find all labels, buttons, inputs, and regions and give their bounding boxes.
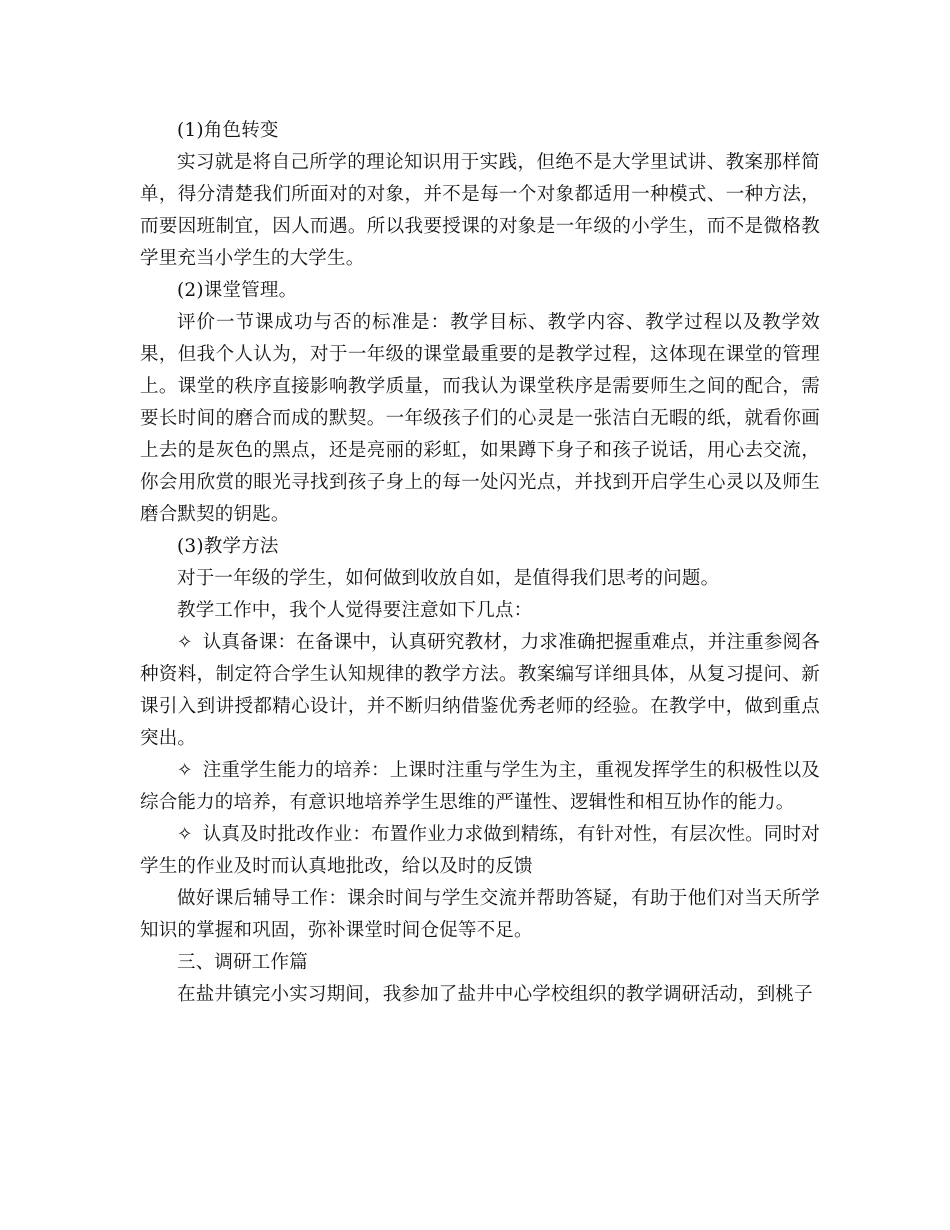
sparkle-bullet-icon: ✧ — [177, 760, 193, 781]
paragraph-classroom-management: 评价一节课成功与否的标准是：教学目标、教学内容、教学过程以及教学效果，但我个人认为，对于一年级的课堂最重要的是教学过程，这体现在课堂的管理上。课堂的秩序直接影响教学质量，而我认为课堂秩序是需要师生之间的配合，需要长时间的磨合而成的默契。一年级孩子们的心灵是一张洁白无暇的纸，就看你画上去的是灰色的黑点，还是亮丽的彩虹，如果蹲下身子和孩子说话，用心去交流，你会用欣赏的眼光寻找到孩子身上的每一处闪光点，并找到开启学生心灵以及师生磨合默契的钥匙。 — [140, 312, 820, 525]
section-heading-role-change: (1)角色转变 — [177, 120, 279, 141]
section-heading-research-work: 三、调研工作篇 — [177, 952, 308, 973]
bullet-text: 认真备课：在备课中，认真研究教材，力求准确把握重难点，并注重参阅各种资料，制定符合学生认知规律的教学方法。教案编写详细具体，从复习提问、新课引入到讲授都精心设计，并不断归纳借鉴优秀老师的经验。在教学中，做到重点突出。 — [140, 632, 820, 749]
bullet-item-ability-training — [140, 755, 820, 819]
bullet-item-lesson-prep — [140, 627, 820, 755]
document-body — [140, 115, 820, 1011]
paragraph-role-change: 实习就是将自己所学的理论知识用于实践，但绝不是大学里试讲、教案那样简单，得分清楚我们所面对的对象，并不是每一个对象都适用一种模式、一种方法，而要因班制宜，因人而遇。所以我要授课的对象是一年级的小学生，而不是微格教学里充当小学生的大学生。 — [140, 152, 820, 269]
bullet-text: 注重学生能力的培养：上课时注重与学生为主，重视发挥学生的积极性以及综合能力的培养，有意识地培养学生思维的严谨性、逻辑性和相互协作的能力。 — [140, 760, 820, 813]
section-heading-classroom-management: (2)课堂管理。 — [177, 280, 298, 301]
paragraph-after-class-tutoring: 做好课后辅导工作：课余时间与学生交流并帮助答疑，有助于他们对当天所学知识的掌握和巩固，弥补课堂时间仓促等不足。 — [140, 888, 820, 941]
sparkle-bullet-icon: ✧ — [177, 824, 193, 845]
section-heading-teaching-method: (3)教学方法 — [177, 536, 279, 557]
paragraph-teaching-method-question: 对于一年级的学生，如何做到收放自如，是值得我们思考的问题。 — [177, 568, 720, 589]
paragraph-research-work: 在盐井镇完小实习期间，我参加了盐井中心学校组织的教学调研活动，到桃子 — [177, 984, 813, 1005]
bullet-item-homework-grading — [140, 819, 820, 883]
sparkle-bullet-icon: ✧ — [177, 632, 193, 653]
bullet-text: 认真及时批改作业：布置作业力求做到精练，有针对性，有层次性。同时对学生的作业及时而认真地批改，给以及时的反馈 — [140, 824, 820, 877]
paragraph-teaching-points-intro: 教学工作中，我个人觉得要注意如下几点： — [177, 600, 533, 621]
